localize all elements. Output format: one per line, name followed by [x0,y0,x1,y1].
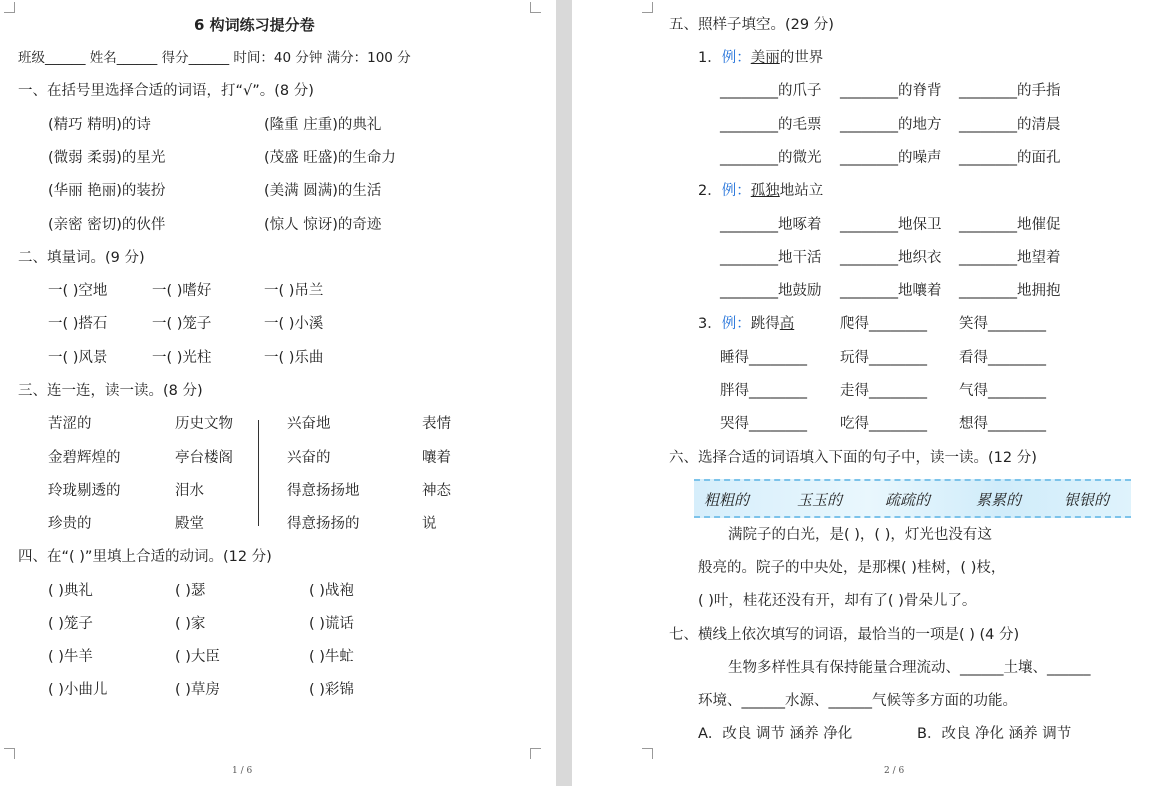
example-label: 例： [721,183,751,199]
fill-item: 气得________ [959,383,1046,399]
measure-word-item: 一( )吊兰 [264,283,324,299]
word-bank-item: 银银的 [1064,491,1110,509]
crop-mark [642,748,653,759]
passage-line: 般亮的。院子的中央处，是那棵( )桂树，( )枝， [698,560,1006,576]
section-2-heading: 二、填量词。(9 分) [18,250,145,266]
fill-item: ________的爪子 [720,83,822,99]
match-right-target: 表情 [422,416,451,432]
measure-word-item: 一( )小溪 [264,316,324,332]
passage-line: ( )叶，桂花还没有开，却有了( )骨朵儿了。 [698,593,977,609]
page-number: 2 / 6 [884,766,905,776]
fill-item: ________的脊背 [840,83,942,99]
fill-item: ________地织衣 [840,250,942,266]
measure-word-item: 一( )嗜好 [152,283,212,299]
choice-item: (亲密 密切)的伙伴 [48,217,166,233]
q3-example [698,315,794,333]
fill-item: ________的清晨 [959,117,1061,133]
page-gap [556,0,572,786]
word-bank-item: 粗粗的 [704,491,750,509]
option-b: B．改良 净化 涵养 调节 [917,726,1072,742]
section-6-heading: 六、选择合适的词语填入下面的句子中，读一读。(12 分) [669,450,1037,466]
match-right-item: 得意扬扬地 [287,483,360,499]
fill-item: 胖得________ [720,383,807,399]
verb-item: ( )瑟 [175,583,206,599]
fill-item: 走得________ [840,383,927,399]
measure-word-item: 一( )乐曲 [264,350,324,366]
verb-item: ( )典礼 [48,583,93,599]
fill-item: ________地啄着 [720,217,822,233]
page-1 [0,0,556,786]
match-left-item: 珍贵的 [48,516,92,532]
fill-item: ________地望着 [959,250,1061,266]
q2-example [698,182,823,200]
fill-item: 看得________ [959,350,1046,366]
fill-item: ________地嚷着 [840,283,942,299]
example-label: 例： [721,50,751,66]
fill-item: ________的微光 [720,150,822,166]
section-4-heading: 四、在“( )”里填上合适的动词。(12 分) [18,549,272,565]
q2-number: 2． [698,183,722,199]
match-left-target: 殿堂 [175,516,204,532]
fill-item: ________的手指 [959,83,1061,99]
measure-word-item: 一( )风景 [48,350,108,366]
match-right-item: 得意扬扬的 [287,516,360,532]
crop-mark [530,748,541,759]
page-title: 6 构词练习提分卷 [194,16,315,34]
match-right-item: 兴奋地 [287,416,331,432]
fill-item: 笑得________ [959,316,1046,332]
fill-item: ________地催促 [959,217,1061,233]
fill-item: ________的地方 [840,117,942,133]
match-left-item: 金碧辉煌的 [48,450,121,466]
match-left-target: 泪水 [175,483,204,499]
match-right-target: 说 [422,516,437,532]
fill-item: 想得________ [959,416,1046,432]
measure-word-item: 一( )光柱 [152,350,212,366]
verb-item: ( )牛羊 [48,649,93,665]
header-info: 班级______ 姓名______ 得分______ 时间：40 分钟 满分：100 分 [18,50,411,66]
fill-item: ________地干活 [720,250,822,266]
section-7-heading: 七、横线上依次填写的词语，最恰当的一项是( ) (4 分) [669,627,1020,643]
fill-item: ________地保卫 [840,217,942,233]
section-3-heading: 三、连一连，读一读。(8 分) [18,383,203,399]
fill-item: 哭得________ [720,416,807,432]
match-right-target: 神态 [422,483,451,499]
choice-item: (美满 圆满)的生活 [264,183,382,199]
match-right-item: 兴奋的 [287,450,331,466]
example-rest: 地站立 [779,183,824,199]
section-1-heading: 一、在括号里选择合适的词语，打“√”。(8 分) [18,83,314,99]
word-bank-item: 疏疏的 [885,491,931,509]
divider-line [258,420,259,526]
verb-item: ( )草房 [175,682,220,698]
q1-number: 1． [698,50,722,66]
choice-item: (精巧 精明)的诗 [48,117,151,133]
page-number: 1 / 6 [232,766,253,776]
section-5-heading: 五、照样子填空。(29 分) [669,17,834,33]
match-left-item: 苦涩的 [48,416,92,432]
match-left-target: 历史文物 [175,416,233,432]
choice-item: (茂盛 旺盛)的生命力 [264,150,396,166]
verb-item: ( )牛虻 [309,649,354,665]
example-pre: 跳得 [750,316,780,332]
fill-item: 吃得________ [840,416,927,432]
verb-item: ( )笼子 [48,616,93,632]
crop-mark [4,2,15,13]
measure-word-item: 一( )笼子 [152,316,212,332]
example-rest: 的世界 [779,50,824,66]
fill-item: ________的毛票 [720,117,822,133]
match-left-target: 亭台楼阁 [175,450,233,466]
match-left-item: 玲珑剔透的 [48,483,121,499]
example-label: 例： [721,316,751,332]
q1-example [698,49,823,67]
example-word: 美丽 [750,50,780,66]
measure-word-item: 一( )空地 [48,283,108,299]
match-right-target: 嚷着 [422,450,451,466]
fill-item: 爬得________ [840,316,927,332]
verb-item: ( )彩锦 [309,682,354,698]
crop-mark [530,2,541,13]
q3-number: 3． [698,316,722,332]
crop-mark [4,748,15,759]
verb-item: ( )战袍 [309,583,354,599]
verb-item: ( )谎话 [309,616,354,632]
example-word: 孤独 [750,183,780,199]
choice-item: (隆重 庄重)的典礼 [264,117,382,133]
fill-item: ________地鼓励 [720,283,822,299]
verb-item: ( )家 [175,616,206,632]
word-bank-item: 玉玉的 [797,491,843,509]
example-word: 高 [779,316,795,332]
fill-item: ________的噪声 [840,150,942,166]
word-bank [694,479,1131,518]
measure-word-item: 一( )搭石 [48,316,108,332]
choice-item: (微弱 柔弱)的星光 [48,150,166,166]
verb-item: ( )大臣 [175,649,220,665]
choice-item: (惊人 惊讶)的奇迹 [264,217,382,233]
crop-mark [642,2,653,13]
passage-line: 满院子的白光，是( )，( )，灯光也没有这 [728,527,992,543]
choice-item: (华丽 艳丽)的装扮 [48,183,166,199]
fill-item: ________的面孔 [959,150,1061,166]
fill-item: 睡得________ [720,350,807,366]
page-2 [572,0,1156,786]
option-a: A．改良 调节 涵养 净化 [698,726,853,742]
verb-item: ( )小曲儿 [48,682,108,698]
question-line: 生物多样性具有保持能量合理流动、______土壤、______ [728,660,1091,676]
fill-item: 玩得________ [840,350,927,366]
fill-item: ________地拥抱 [959,283,1061,299]
word-bank-item: 累累的 [976,491,1022,509]
question-line: 环境、______水源、______气候等多方面的功能。 [698,693,1017,709]
